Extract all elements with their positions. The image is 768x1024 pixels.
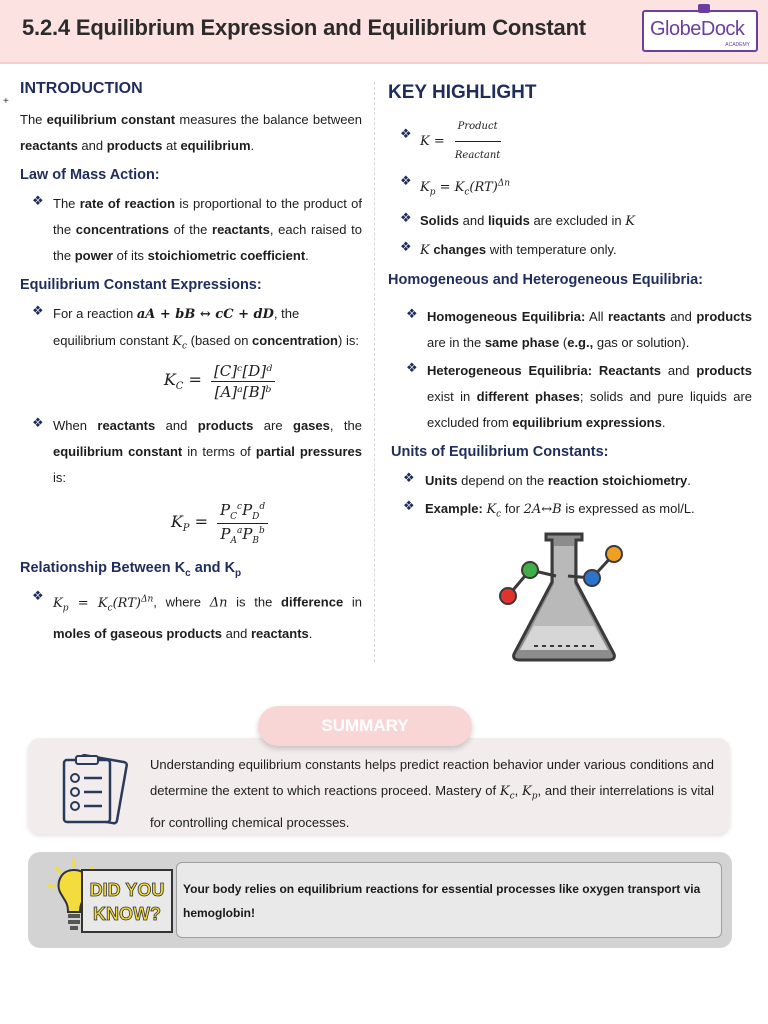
mass-action-heading: Law of Mass Action: [20, 167, 160, 183]
diamond-bullet-icon: ❖ [403, 497, 415, 513]
diamond-bullet-icon: ❖ [400, 126, 412, 141]
diamond-bullet-icon: ❖ [400, 238, 412, 254]
list-item: ❖ When reactants and products are gases, the equilibrium constant in terms of partial pressures is: [32, 414, 362, 485]
diamond-bullet-icon: ❖ [32, 588, 44, 604]
list-item: ❖ The rate of reaction is proportional to the product of the concentrations of the reactants, each raised to the power of its stoichiometric coefficient. [32, 193, 363, 263]
logo-subtitle: ACADEMY [725, 42, 750, 48]
homo-hetero-heading: Homogeneous and Heterogeneous Equilibria: [388, 271, 704, 288]
diamond-bullet-icon: ❖ [400, 209, 412, 225]
expressions-heading: Equilibrium Constant Expressions: [20, 277, 262, 293]
left-column [20, 80, 362, 649]
list-item: ❖ Homogeneous Equilibria: All reactants and products are in the same phase (e.g., gas or solution). [406, 305, 752, 350]
diamond-bullet-icon: ❖ [32, 193, 44, 208]
units-heading: Units of Equilibrium Constants: [391, 443, 609, 460]
flask-icon [494, 526, 634, 666]
diamond-bullet-icon: ❖ [403, 469, 415, 485]
summary-text: Understanding equilibrium constants helps predict reaction behavior under various conditions and determine the extent to which reactions proceed. Mastery of $K_c$, $K_p$, and their interrelations is vital for controlling chemical processes. [150, 757, 714, 830]
kc-formula: $K_C$ = $\frac{\text{[C]ᶜ[D]ᵈ}}{\text{[A]ᵃ[B]ᵇ}}$ [80, 362, 362, 401]
list-item: ❖ $K_p = K_c(RT)^{\Delta n}$, where Δn is the difference in moles of gaseous products and reactants. [32, 588, 363, 642]
svg-text:KNOW?: KNOW? [93, 904, 161, 924]
header-banner [0, 0, 768, 64]
list-item: ❖ Example: $K_c$ for 2A↔B is expressed as mol/L. [403, 497, 695, 520]
list-item: ❖ $K_p = K_c(RT)^{\Delta n}$ [400, 173, 511, 198]
checklist-icon [58, 752, 128, 828]
right-column [388, 80, 752, 530]
diamond-bullet-icon: ❖ [32, 303, 44, 318]
plus-mark: + [3, 96, 9, 107]
book-icon [698, 4, 710, 13]
summary-label: SUMMARY [258, 706, 472, 746]
did-you-know-panel [176, 862, 722, 938]
brand-logo [642, 10, 758, 52]
list-item: ❖ Units depend on the reaction stoichiometry. [403, 469, 691, 488]
diamond-bullet-icon: ❖ [406, 305, 418, 321]
did-you-know-text: Your body relies on equilibrium reactions for essential processes like oxygen transport via hemoglobin! [183, 882, 701, 920]
diamond-bullet-icon: ❖ [400, 173, 412, 188]
svg-text:DID YOU: DID YOU [89, 880, 165, 900]
logo-text: GlobeDock [650, 18, 745, 40]
list-item: ❖ For a reaction aA + bB ↔ cC + dD, the equilibrium constant $K_c$ (based on concentration) is: [32, 303, 359, 352]
relationship-heading: Relationship Between $K_c$ and $K_p$ [20, 559, 242, 579]
did-you-know-box [28, 852, 732, 948]
list-item: ❖ K changes with temperature only. [400, 238, 617, 258]
list-item: ❖ Solids and liquids are excluded in K [400, 209, 635, 229]
kp-formula: $K_P$ = $\frac{P_C^cP_D^d}{P_A^aP_B^b}$ [80, 501, 362, 546]
list-item: ❖ K = $\frac{\text{Product}}{\text{Reactant}}$ [388, 114, 752, 169]
intro-heading: INTRODUCTION [20, 80, 143, 97]
diamond-bullet-icon: ❖ [32, 414, 44, 430]
intro-paragraph: The equilibrium constant measures the balance between reactants and products at equilibrium. [20, 112, 362, 153]
page-title: 5.2.4 Equilibrium Expression and Equilibrium Constant [22, 15, 586, 40]
summary-box [28, 738, 730, 834]
diamond-bullet-icon: ❖ [406, 359, 418, 375]
column-divider [374, 82, 375, 662]
list-item: ❖ Heterogeneous Equilibria: Reactants and products exist in different phases; solids and pure liquids are excluded from equilibrium expressions. [406, 359, 752, 430]
key-highlight-heading: KEY HIGHLIGHT [388, 82, 537, 103]
lightbulb-icon [48, 858, 178, 944]
